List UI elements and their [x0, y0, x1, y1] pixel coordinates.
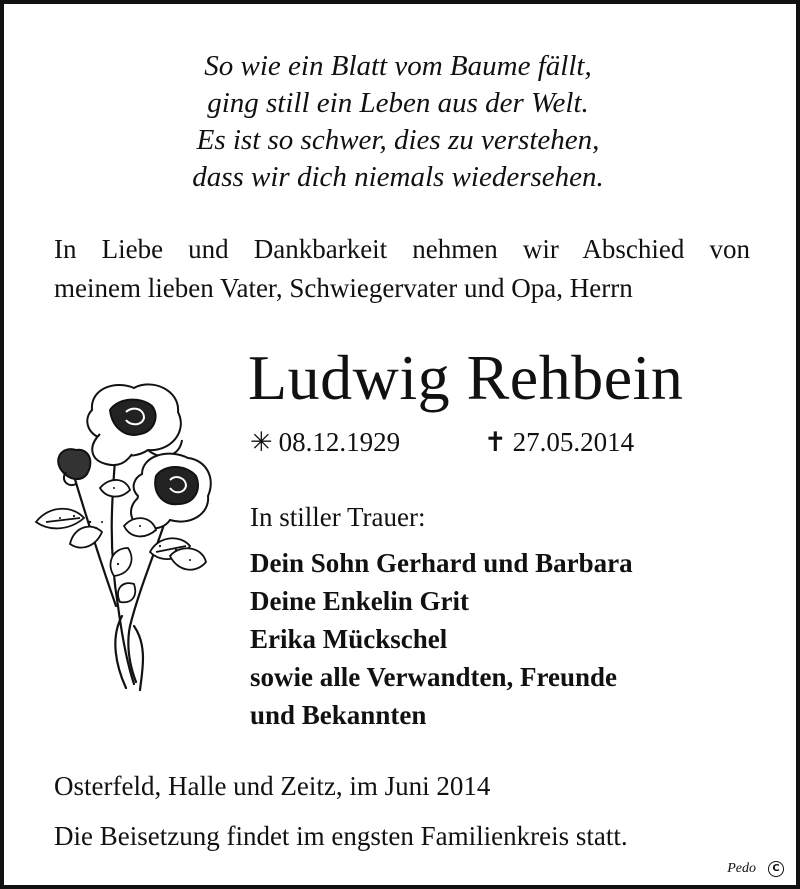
birth-date-line [250, 425, 400, 459]
place-date: Osterfeld, Halle und Zeitz, im Juni 2014 [54, 771, 491, 801]
intro-line: In Liebe und Dankbarkeit nehmen wir Abschied von [54, 234, 750, 264]
poem-line: ging still ein Leben aus der Welt. [207, 87, 589, 119]
roses-icon [30, 376, 226, 694]
funeral-note: Die Beisetzung findet im engsten Familienkreis statt. [54, 821, 628, 851]
mourner-line: Deine Enkelin Grit [250, 586, 470, 616]
mourning-heading: In stiller Trauer: [250, 502, 426, 532]
mourners-list [250, 544, 633, 734]
artist-signature: Pedo [727, 861, 756, 876]
intro-text [54, 230, 750, 308]
death-date: 27.05.2014 [512, 427, 635, 457]
poem-line: dass wir dich niemals wiedersehen. [192, 161, 604, 193]
intro-line: meinem lieben Vater, Schwiegervater und Opa, Herrn [54, 273, 633, 303]
star-icon: ✳ [250, 427, 273, 457]
death-date-line [484, 425, 634, 459]
cross-icon: ✝ [484, 427, 507, 457]
copyright-icon: C [768, 861, 784, 877]
poem [4, 48, 800, 196]
mourner-line: Erika Mückschel [250, 624, 448, 654]
birth-date: 08.12.1929 [278, 427, 401, 457]
poem-line: So wie ein Blatt vom Baume fällt, [204, 50, 592, 82]
poem-line: Es ist so schwer, dies zu verstehen, [196, 124, 600, 156]
deceased-name: Ludwig Rehbein [248, 342, 684, 413]
mourner-line: und Bekannten [250, 700, 427, 730]
mourner-line: sowie alle Verwandten, Freunde [250, 662, 618, 692]
mourner-line: Dein Sohn Gerhard und Barbara [250, 548, 633, 578]
